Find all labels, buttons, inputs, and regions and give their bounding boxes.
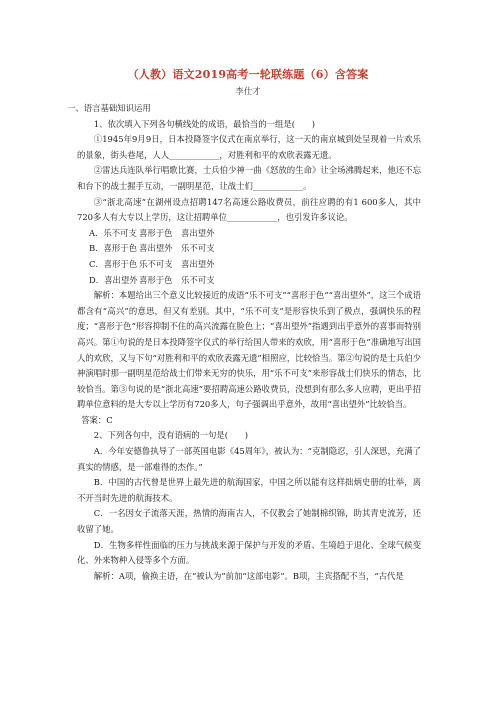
document-body [67,101,421,584]
question-1-sentence-2: ②雷达兵连队举行唱歌比赛，士兵伯少神一曲《怒放的生命》让全场沸腾起来，他还不忘和台下的战士握手互动，一副明星范，让战士们____________。 [77,165,421,191]
question-2-stem: 2、下列各句中，没有语病的一句是( ) [93,430,249,441]
blank-2: ____________ [252,180,304,191]
question-2-analysis: 解析：A项，偷换主语，在“被认为”前加“这部电影”。B项，主宾搭配不当，“古代是 [93,570,404,581]
question-1-analysis: 解析：本题给出三个意义比较接近的成语“乐不可支”“喜形于色”“喜出望外”，这三个成语都含有“高兴”的意思，但又有差别。其中，“乐不可支”是形容快乐到了极点，强调快乐的程度；“喜形于色”形容抑制不住的高兴流露在脸色上；“喜出望外”指遇到出乎意外的喜事而特别高兴。第①句说的是日本投降签字仪式的举行给国人带来的欢欣，用“喜形于色”准确地写出国人的欢欣，又与下句“对胜利和平的欢欣表露无遗”相照应，比较恰当。第②句说的是士兵伯少神演唱时那一副明星范给战士们带来无穷的快乐，用“乐不可支”来形容战士们快乐的情态，比较恰当。第③句说的是“浙北高速”要招聘高速公路收费员，没想到有那么多人应聘，更出乎招聘单位意料的是大专以上学历有720多人，句子强调出乎意外，故用“喜出望外”比较恰当。 [77,290,421,410]
question-2-option-c: C．一名因女子流落天涯，热情的海南古人，不仅教会了她制棉织锦，助其青史流芳，还收留了她。 [77,508,421,535]
option-b: B．喜形于色 喜出望外 乐不可支 [89,243,215,254]
question-1-sentence-1: ①1945年9月9日，日本投降签字仪式在南京举行，这一天的南京城到处呈现着一片欢乐的景象，街头巷尾，人人____________，对胜利和平的欢欣表露无遗。 [77,134,421,160]
question-2-option-a: A．今年安德鲁执导了一部英国电影《45周年》，被认为：“克制隐忍，引人深思，充满了真实的情感，是一部难得的杰作。” [77,446,421,472]
document-author: 李仕才 [235,87,261,97]
section-heading: 一、语言基础知识运用 [67,103,151,113]
blank-3: ____________ [226,212,278,223]
question-1-stem: 1、依次填入下列各句横线处的成语，最恰当的一组是( ) [93,118,316,129]
question-1-sentence-3: ③“浙北高速”在湖州设点招聘147名高速公路收费员，前往应聘的有1 600多人，其中720多人有大专以上学历，这让招聘单位____________，也引发许多议论。 [77,196,421,223]
option-c: C．喜形于色 乐不可支 喜出望外 [89,258,215,269]
document-title: （人教）语文2019高考一轮联练题（6）含答案 [127,68,369,81]
option-d: D．喜出望外喜形于色 乐不可支 [89,274,215,285]
option-a: A．乐不可支 喜形于色 喜出望外 [89,227,215,238]
question-2-option-b: B．中国的古代曾是世界上最先进的航海国家，中国之所以能有这样拙炳史册的壮举，离不开当时先进的航海技术。 [77,477,421,503]
question-1-answer: 答案：C [81,414,113,425]
question-2-option-d: D．生物多样性面临的压力与挑战来源于保护与开发的矛盾、生境趋于退化、全球气候变化、外来物种入侵等多个方面。 [77,539,421,566]
blank-1: ____________ [169,149,220,160]
